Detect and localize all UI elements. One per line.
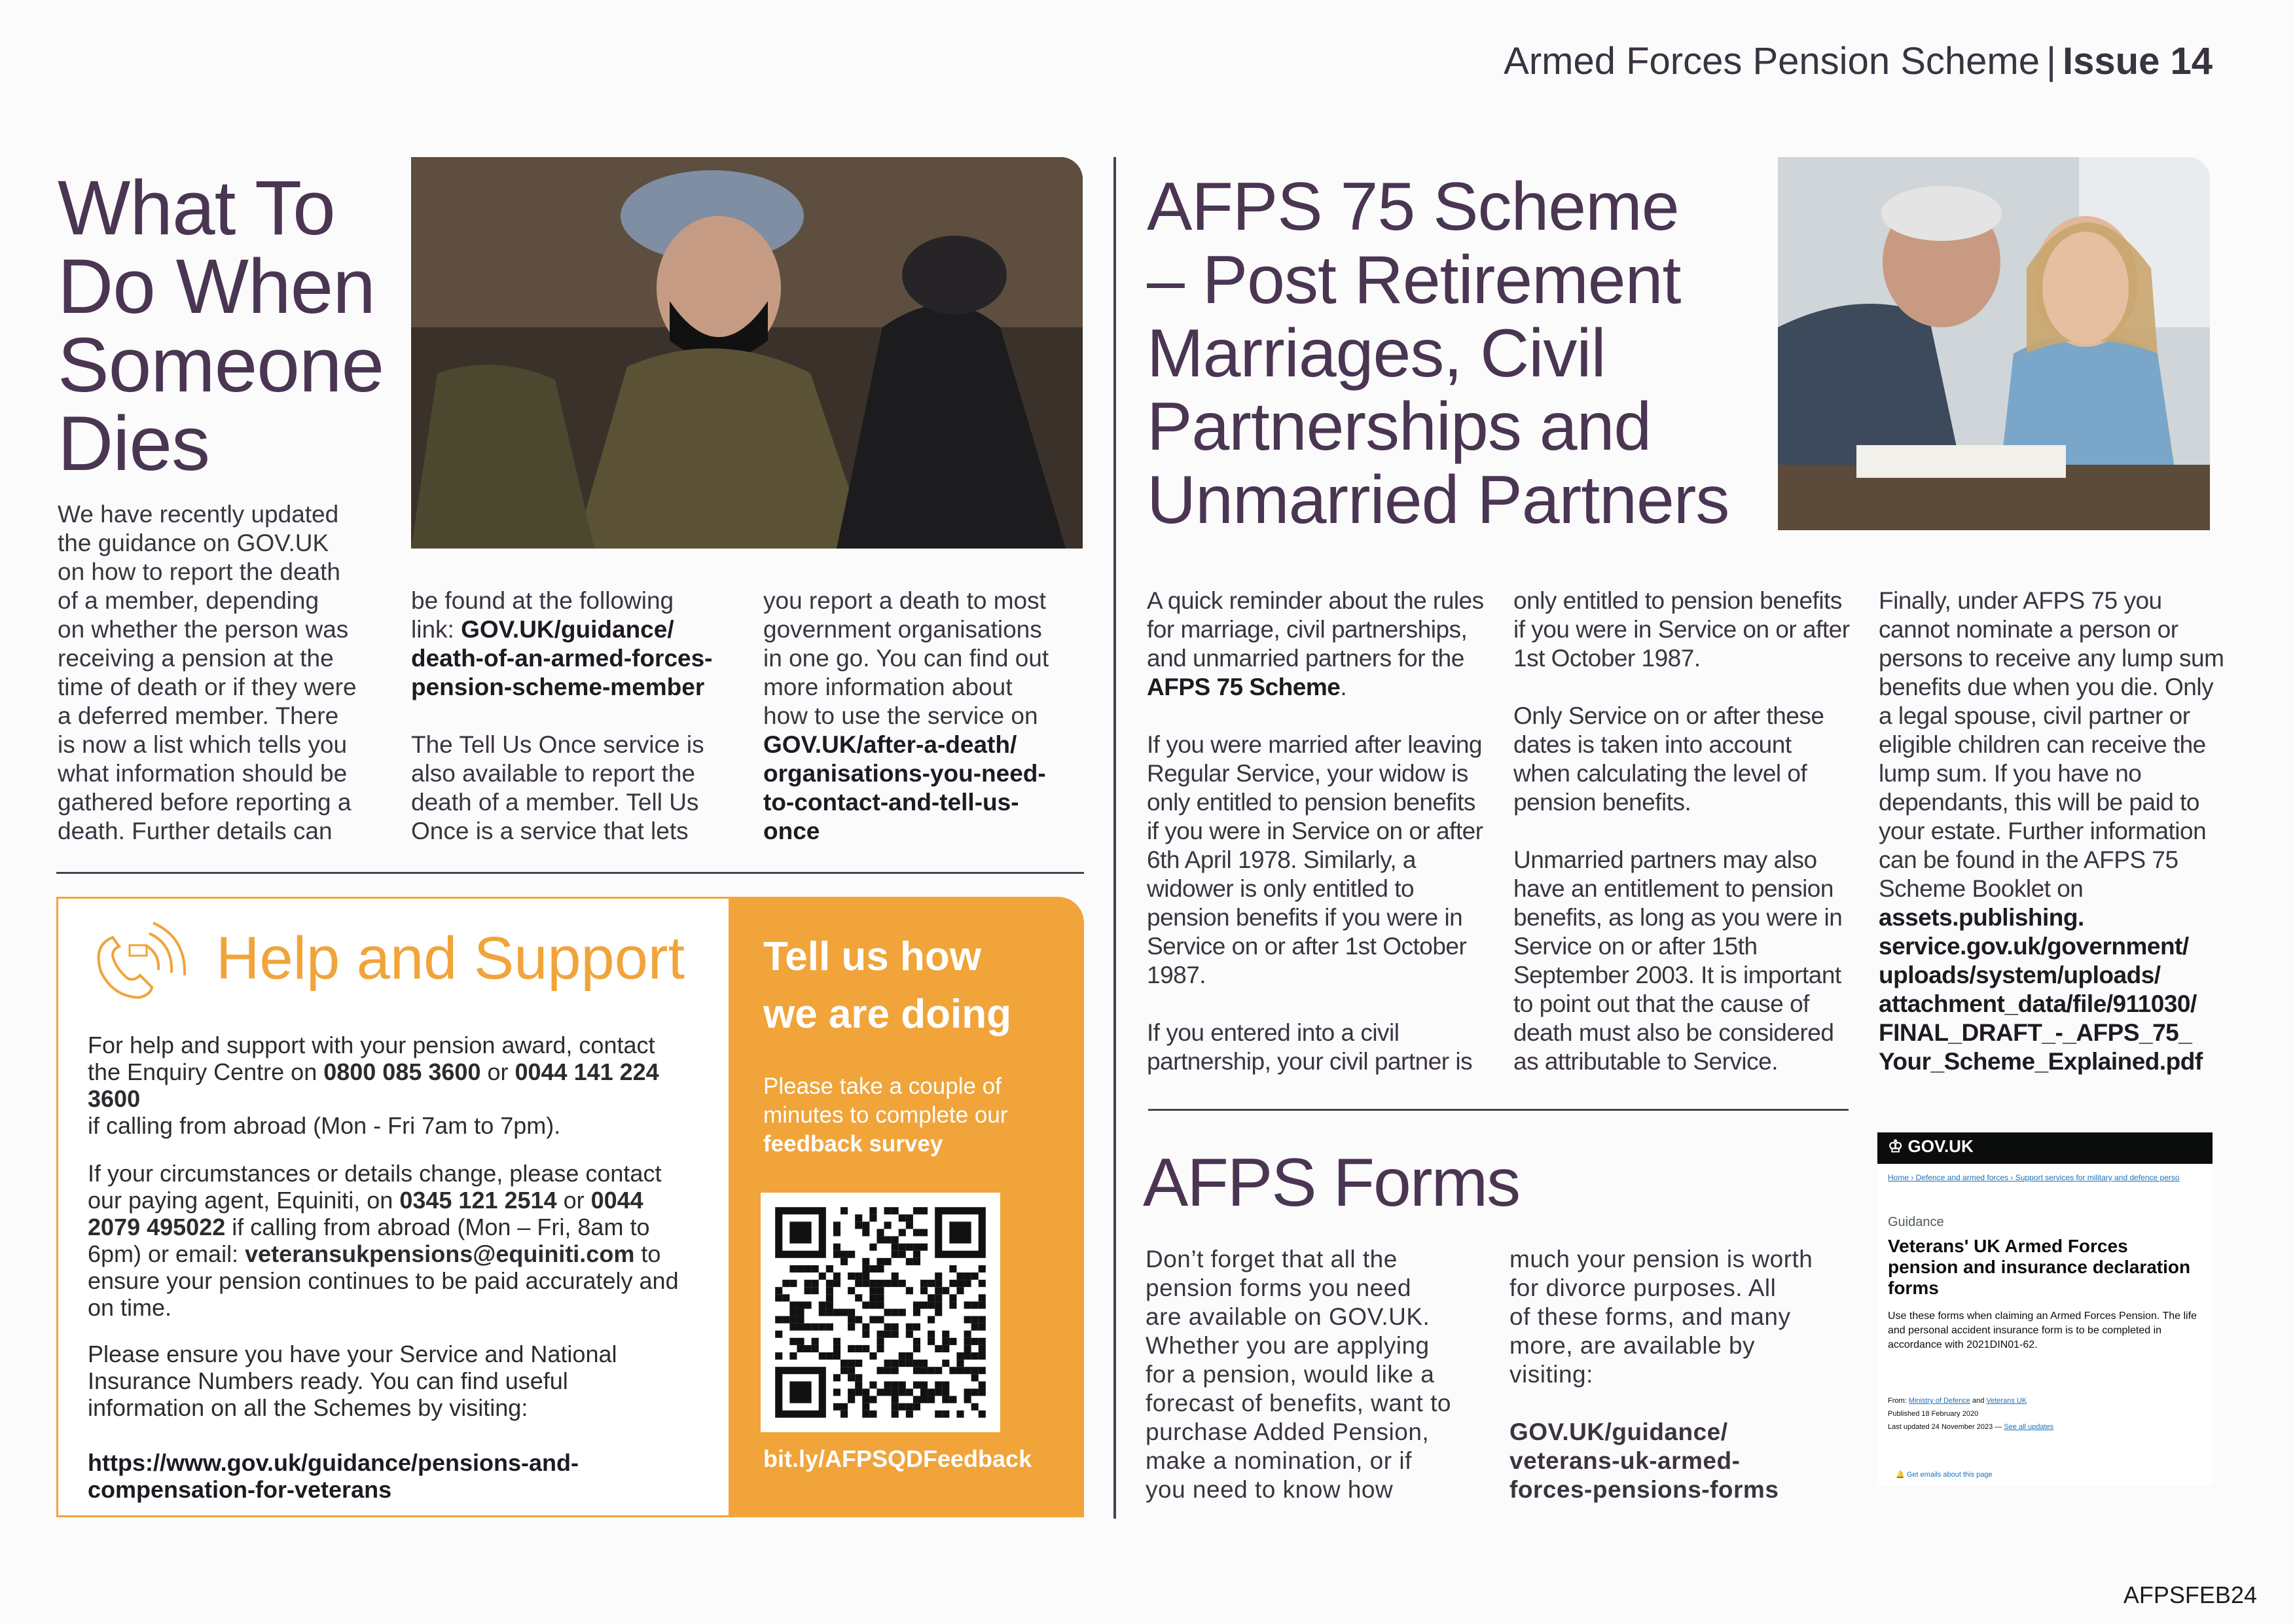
text-line: for divorce purposes. All: [1509, 1274, 1777, 1301]
text-line: on how to report the death: [58, 558, 340, 585]
feedback-subtitle: [763, 1072, 1077, 1159]
link-death-of-member[interactable]: pension-scheme-member: [411, 674, 705, 700]
text-line: also available to report the: [411, 760, 695, 787]
text-line: of these forms, and many: [1509, 1303, 1791, 1330]
phone-icon: [86, 919, 191, 1004]
forms-col2: [1509, 1245, 1876, 1504]
photo-couple-illustration: [1778, 157, 2210, 530]
section-divider: [1148, 1109, 1849, 1111]
title-line: Someone: [58, 322, 384, 408]
qr-code-graphic: [761, 1193, 1000, 1432]
link-line[interactable]: Your_Scheme_Explained.pdf: [1879, 1048, 2203, 1075]
crown-icon: ♔: [1888, 1136, 1908, 1156]
title-line: AFPS 75 Scheme: [1147, 169, 1679, 245]
article-title-afps75: [1147, 170, 1769, 537]
text-line: you report a death to most: [763, 587, 1046, 614]
issue-number: Issue 14: [2063, 40, 2213, 82]
text-line: you need to know how: [1146, 1476, 1394, 1503]
right-article-col3: [1879, 586, 2232, 1076]
text-line: be found at the following: [411, 587, 674, 614]
text-line: are available on GOV.UK.: [1146, 1303, 1430, 1330]
link-tell-us-once[interactable]: to-contact-and-tell-us-: [763, 789, 1019, 816]
forms-col1: [1146, 1245, 1512, 1504]
text-line: what information should be: [58, 760, 348, 787]
title-line: Partnerships and: [1147, 389, 1652, 465]
phone-number-equiniti-abroad[interactable]: 0044 2079 495022: [88, 1187, 643, 1240]
feedback-title: [763, 928, 1064, 1043]
qr-code[interactable]: [761, 1193, 1000, 1432]
text-line: more information about: [763, 674, 1013, 700]
guidance-label: Guidance: [1888, 1215, 1944, 1229]
text-line: visiting:: [1509, 1361, 1593, 1388]
title-line: Dies: [58, 401, 210, 487]
link-pensions-forms[interactable]: GOV.UK/guidance/: [1509, 1418, 1728, 1445]
text: Finally, under AFPS 75 you cannot nominate a person or persons to receive any lump sum benefits due when you die. Only a legal spouse, civil partner or eligible children can receive the lump sum. If you have no dependants, this will be paid to your estate. Further information can be found in the AFPS 75 Scheme Booklet on: [1879, 587, 2224, 902]
text-line: Don’t forget that all the: [1146, 1246, 1398, 1272]
feedback-link[interactable]: bit.ly/AFPSQDFeedback: [763, 1445, 1032, 1472]
text-line: gathered before reporting a: [58, 789, 352, 816]
email-alert-link[interactable]: [1896, 1470, 1993, 1479]
text-line: time of death or if they were: [58, 674, 357, 700]
text-line: We have recently updated: [58, 501, 339, 528]
text-line: purchase Added Pension,: [1146, 1418, 1430, 1445]
left-article-col1: [58, 500, 385, 846]
text-line: more, are available by: [1509, 1332, 1756, 1359]
afps-forms-title: AFPS Forms: [1143, 1145, 1520, 1221]
text: Please take a couple of minutes to complete our: [763, 1074, 1008, 1128]
title-line: Marriages, Civil: [1147, 316, 1606, 391]
text-line: how to use the service on: [763, 702, 1038, 729]
link-line[interactable]: uploads/system/uploads/: [1879, 962, 2161, 988]
right-article-col2: [1513, 586, 1854, 1076]
text-line: is now a list which tells you: [58, 731, 348, 758]
text: or: [480, 1058, 515, 1085]
header-divider: |: [2046, 40, 2057, 82]
text: if calling from abroad (Mon – Fri, 8am to 6pm) or email:: [88, 1214, 650, 1267]
link-line[interactable]: service.gov.uk/government/: [1879, 933, 2189, 960]
text-line: on whether the person was: [58, 616, 349, 643]
link-death-of-member[interactable]: death-of-an-armed-forces-: [411, 645, 713, 672]
text-line: link:: [411, 616, 461, 643]
text-line: government organisations: [763, 616, 1042, 643]
help-paragraph-3: Please ensure you have your Service and National Insurance Numbers ready. You can find useful information on all the Schemes by visiting:: [88, 1341, 617, 1421]
govuk-description: Use these forms when claiming an Armed Forces Pension. The life and personal accident insurance form is to be completed in accordance with 2021DIN01-62.: [1888, 1310, 2197, 1350]
help-paragraph-2: [88, 1160, 690, 1321]
paragraph: Only Service on or after these dates is taken into account when calculating the level of pension benefits.: [1513, 702, 1824, 816]
link-mod[interactable]: Ministry of Defence: [1908, 1397, 1970, 1405]
publication-name: Armed Forces Pension Scheme: [1504, 40, 2040, 82]
phone-number-abroad[interactable]: 0044 141 224 3600: [88, 1058, 659, 1112]
link-line[interactable]: assets.publishing.: [1879, 904, 2084, 931]
link-tell-us-once[interactable]: organisations-you-need-: [763, 760, 1046, 787]
text-line: of a member, depending: [58, 587, 319, 614]
text-line: receiving a pension at the: [58, 645, 334, 672]
paragraph: If you entered into a civil partnership, your civil partner is: [1147, 1019, 1473, 1075]
text-line: in one go. You can find out: [763, 645, 1049, 672]
email-link[interactable]: veteransukpensions@equiniti.com: [245, 1240, 635, 1267]
text-line: make a nomination, or if: [1146, 1447, 1412, 1474]
text: Get emails about this page: [1906, 1471, 1993, 1479]
text-line: forecast of benefits, want to: [1146, 1390, 1451, 1416]
text: .: [1340, 674, 1347, 700]
text-line: Whether you are applying: [1146, 1332, 1430, 1359]
text-line: much your pension is worth: [1509, 1246, 1813, 1272]
text: or: [556, 1187, 591, 1214]
feedback-survey-text: feedback survey: [763, 1131, 943, 1157]
afps75-booklet-link[interactable]: [1879, 904, 2203, 1075]
document-code: AFPSFEB24: [2123, 1581, 2257, 1608]
text: If your circumstances or details change, please contact our paying agent, Equiniti, on: [88, 1160, 662, 1214]
text: and: [1970, 1397, 1987, 1405]
title-line: we are doing: [763, 992, 1011, 1037]
text-line: pension forms you need: [1146, 1274, 1411, 1301]
phone-number-equiniti[interactable]: 0345 121 2514: [399, 1187, 557, 1214]
text-line: The Tell Us Once service is: [411, 731, 704, 758]
publication-header: [1504, 39, 2213, 83]
paragraph: [1147, 586, 1487, 702]
updated-date: Last updated 24 November 2023 —: [1888, 1423, 2004, 1431]
text-line: death. Further details can: [58, 818, 333, 844]
section-divider: [56, 872, 1084, 874]
help-support-title: Help and Support: [216, 925, 685, 992]
paragraph: only entitled to pension benefits if you were in Service on or after 1st October 1987.: [1513, 587, 1850, 672]
photo-couple-reading: [1778, 157, 2210, 530]
text: From:: [1888, 1397, 1909, 1405]
govuk-logo[interactable]: [1888, 1136, 1974, 1157]
govuk-page-title: Veterans' UK Armed Forces pension and insurance declaration forms: [1888, 1236, 2191, 1298]
phone-number-enquiry[interactable]: 0800 085 3600: [323, 1058, 481, 1085]
left-article-col3: [763, 586, 1091, 846]
article-title-what-to-do: [58, 165, 398, 487]
govuk-logo-text: GOV.UK: [1907, 1136, 1974, 1156]
paragraph: Unmarried partners may also have an entitlement to pension benefits, as long as you were in Service on or after 15th September 2003. It is important to point out that the cause of death must also be considered as attributable to Service.: [1513, 846, 1843, 1075]
link-pensions-forms[interactable]: forces-pensions-forms: [1509, 1476, 1779, 1503]
title-line: – Post Retirement: [1147, 242, 1681, 318]
text: to ensure your pension continues to be paid accurately and on time.: [88, 1240, 679, 1321]
title-line: Do When: [58, 244, 375, 330]
left-article-col2: [411, 586, 738, 846]
title-line: Unmarried Partners: [1147, 462, 1729, 538]
link-death-of-member[interactable]: GOV.UK/guidance/: [461, 616, 674, 643]
link-tell-us-once[interactable]: once: [763, 818, 820, 844]
help-paragraph-1: [88, 1032, 690, 1139]
text-line: Once is a service that lets: [411, 818, 689, 844]
text-line: the guidance on GOV.UK: [58, 530, 329, 556]
photo-military-remembrance: [411, 157, 1083, 549]
text-line: a deferred member. There: [58, 702, 339, 729]
text-line: death of a member. Tell Us: [411, 789, 699, 816]
help-pensions-link[interactable]: https://www.gov.uk/guidance/pensions-and-compensation-for-veterans: [88, 1449, 579, 1503]
text: if calling from abroad (Mon - Fri 7am to 7pm).: [88, 1112, 561, 1139]
text-line: for a pension, would like a: [1146, 1361, 1435, 1388]
page-divider: [1113, 157, 1116, 1519]
title-line: What To: [58, 165, 335, 251]
title-line: Tell us how: [763, 934, 981, 979]
breadcrumb[interactable]: Home › Defence and armed forces › Support services for military and defence perso: [1888, 1173, 2180, 1182]
govuk-metadata: [1888, 1394, 2202, 1434]
link-veterans-uk[interactable]: Veterans UK: [1986, 1397, 2027, 1405]
link-line[interactable]: FINAL_DRAFT_-_AFPS_75_: [1879, 1019, 2192, 1046]
link-pensions-forms[interactable]: veterans-uk-armed-: [1509, 1447, 1741, 1474]
published-date: Published 18 February 2020: [1888, 1410, 1979, 1418]
photo-soldiers-illustration: [411, 157, 1083, 549]
text: A quick reminder about the rules for marriage, civil partnerships, and unmarried partners for the: [1147, 587, 1484, 672]
link-line[interactable]: attachment_data/file/911030/: [1879, 990, 2197, 1017]
bell-icon: 🔔: [1896, 1471, 1907, 1479]
right-article-col1: [1147, 586, 1487, 1076]
paragraph: If you were married after leaving Regular Service, your widow is only entitled to pension benefits if you were in Service on or after 6th April 1978. Similarly, a widower is only entitled to pension benefits if you were in Service on or after 1st October 1987.: [1147, 731, 1483, 988]
text: For help and support with your pension award, contact the Enquiry Centre on: [88, 1032, 655, 1085]
link-see-all-updates[interactable]: See all updates: [2004, 1423, 2054, 1431]
link-tell-us-once[interactable]: GOV.UK/after-a-death/: [763, 731, 1017, 758]
afps75-emphasis: AFPS 75 Scheme: [1147, 674, 1341, 700]
